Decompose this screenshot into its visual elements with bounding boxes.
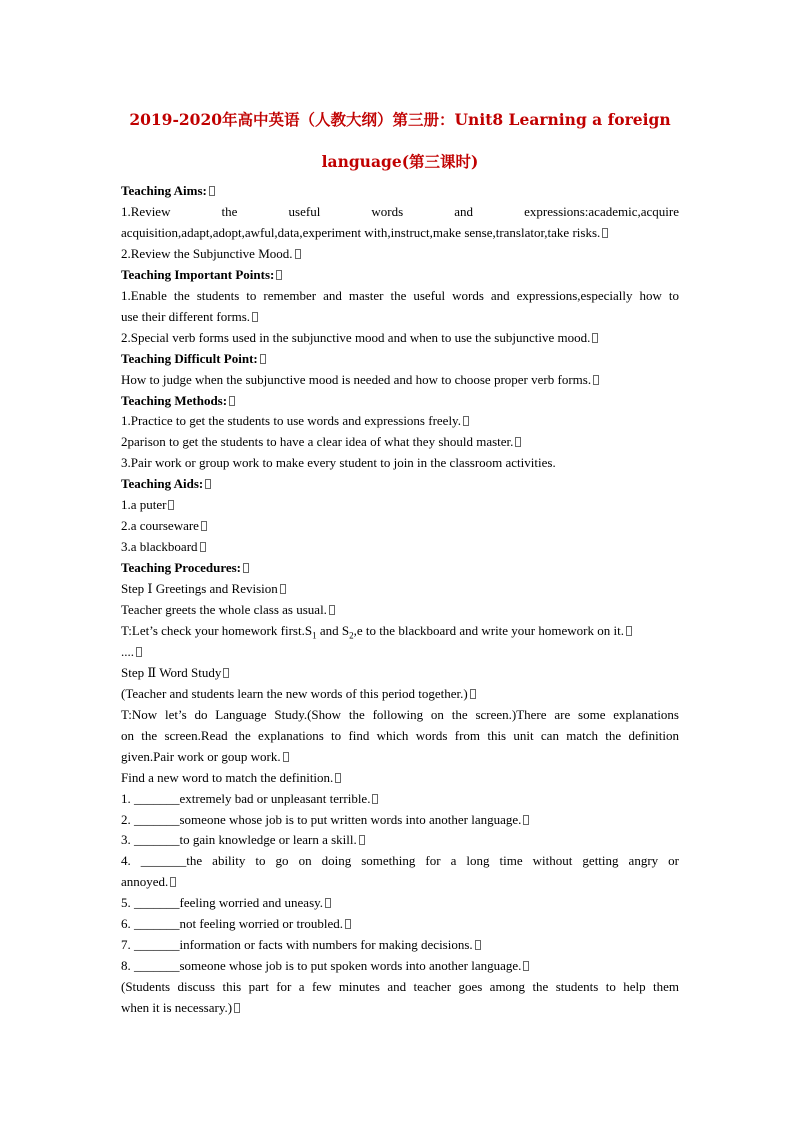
line-text: Teaching Important Points: [121,266,275,282]
line-text: 1.a puter [121,497,167,513]
paragraph-mark-icon [243,563,249,573]
body-text-segment: ,e to the blackboard and write your homework on it. [353,622,624,638]
paragraph-mark-icon [523,961,529,971]
paragraph-mark-icon [229,396,235,406]
line-text: 2.a courseware [121,518,199,534]
line-text: 2. _______someone whose job is to put written words into another language. [121,811,522,827]
line-text: Teaching Aims: [121,183,207,198]
line-text: 2parison to get the students to have a clear idea of what they should master. [121,434,514,450]
section-heading [121,265,679,285]
paragraph-mark-icon [223,668,229,678]
line-text: 1. _______extremely bad or unpleasant terrible. [121,790,371,806]
paragraph-mark-icon [626,626,632,636]
body-text-line [121,244,679,264]
paragraph-mark-icon [205,479,211,489]
paragraph-mark-icon [592,333,598,343]
paragraph-mark-icon [252,312,258,322]
paragraph-mark-icon [372,794,378,804]
body-text-line [121,705,679,725]
line-text: .... [121,643,134,659]
paragraph-mark-icon [359,835,365,845]
paragraph-mark-icon [283,752,289,762]
line-text: use their different forms. [121,308,250,324]
paragraph-mark-icon [329,605,335,615]
body-text-line [121,411,679,431]
paragraph-mark-icon [470,689,476,699]
line-text: 4. _______the ability to go on doing something for a long time without getting angry or [121,853,679,869]
document-title-line-2: language(第三课时) [321,152,479,171]
section-heading [121,349,679,369]
body-text-line [121,768,679,788]
body-text-line [121,307,679,327]
body-text-line [121,432,679,452]
line-text: 3. _______to gain knowledge or learn a skill. [121,832,357,848]
paragraph-mark-icon [260,354,266,364]
line-text: Teaching Aids: [121,476,204,492]
paragraph-mark-icon [295,249,301,259]
line-text: Step Ⅱ Word Study [121,664,222,680]
body-text-line [121,747,679,767]
line-text: 1.Review the useful words and expressions:academic,acquire [121,203,679,219]
body-text-line [121,851,679,871]
body-text-line [121,453,679,473]
body-text-line [121,328,679,348]
paragraph-mark-icon [168,500,174,510]
body-text-line [121,579,679,599]
paragraph-mark-icon [136,647,142,657]
paragraph-mark-icon [325,898,331,908]
body-text-segment: T:Let’s check your homework first.S [121,622,313,638]
body-text-line [121,663,679,683]
line-text: 1.Enable the students to remember and master the useful words and expressions,especially how to [121,287,679,303]
body-text-line [121,202,679,222]
line-text: Teaching Methods: [121,392,228,408]
body-text-line [121,600,679,620]
paragraph-mark-icon [209,186,215,196]
line-text: 3.a blackboard [121,539,198,555]
paragraph-mark-icon [280,584,286,594]
body-text-line [121,830,679,850]
line-text: Teacher greets the whole class as usual. [121,602,327,617]
line-text: 8. _______someone whose job is to put spoken words into another language. [121,958,522,974]
paragraph-mark-icon [475,940,481,950]
line-text: 6. _______not feeling worried or troubled. [121,916,344,932]
line-text: 1.Practice to get the students to use words and expressions freely. [121,413,461,429]
line-text: on the screen.Read the explanations to find which words from this unit can match the definition [121,727,679,743]
paragraph-mark-icon [515,437,521,447]
body-text-line [121,914,679,934]
paragraph-mark-icon [602,228,608,238]
paragraph-mark-icon [523,815,529,825]
document-title-line-1: 2019-2020年高中英语（人教大纲）第三册：Unit8 Learning a foreign [129,110,671,129]
line-text: T:Now let’s do Language Study.(Show the following on the screen.)There are some explanations [121,706,679,722]
section-heading [121,181,679,201]
paragraph-mark-icon [345,919,351,929]
line-text: (Students discuss this part for a few minutes and teacher goes among the students to help them [121,979,679,995]
body-text-line [121,223,679,243]
body-text-line [121,998,679,1018]
body-text-line [121,789,679,809]
paragraph-mark-icon [276,270,282,280]
body-text-line [121,956,679,976]
line-text: given.Pair work or goup work. [121,748,281,764]
line-text: 3.Pair work or group work to make every student to join in the classroom activities. [121,455,556,471]
line-text: 2.Special verb forms used in the subjunctive mood and when to use the subjunctive mood. [121,329,591,345]
body-text-line [121,810,679,830]
body-text-line [121,872,679,892]
body-text-line [121,893,679,913]
body-text-line [121,621,679,641]
line-text: acquisition,adapt,adopt,awful,data,experiment with,instruct,make sense,translator,take risks. [121,224,601,240]
paragraph-mark-icon [200,542,206,552]
paragraph-mark-icon [463,416,469,426]
line-text: annoyed. [121,874,169,890]
paragraph-mark-icon [201,521,207,531]
line-text: 5. _______feeling worried and uneasy. [121,895,324,911]
line-text: Teaching Difficult Point: [121,350,258,366]
section-heading [121,558,679,578]
subscript-text: 2 [349,630,354,641]
body-text-line [121,642,679,662]
line-text: Step Ⅰ Greetings and Revision [121,581,278,597]
section-heading [121,391,679,411]
line-text: (Teacher and students learn the new words of this period together.) [121,685,468,701]
paragraph-mark-icon [335,773,341,783]
body-text-segment: and S [316,622,350,638]
body-text-line [121,977,679,997]
subscript-text: 1 [312,630,317,641]
body-text-line [121,726,679,746]
body-text-line [121,495,679,515]
line-text: 2.Review the Subjunctive Mood. [121,245,293,261]
body-text-line [121,370,679,390]
section-heading [121,474,679,494]
line-text: 7. _______information or facts with numbers for making decisions. [121,937,473,953]
line-text: How to judge when the subjunctive mood is needed and how to choose proper verb forms. [121,371,592,387]
line-text: Teaching Procedures: [121,560,242,576]
line-text: when it is necessary.) [121,1000,233,1016]
paragraph-mark-icon [593,375,599,385]
body-text-line [121,684,679,704]
paragraph-mark-icon [170,877,176,887]
body-text-line [121,516,679,536]
body-text-line [121,537,679,557]
body-text-line [121,935,679,955]
body-text-line [121,286,679,306]
line-text: Find a new word to match the definition. [121,769,334,785]
paragraph-mark-icon [234,1003,240,1013]
